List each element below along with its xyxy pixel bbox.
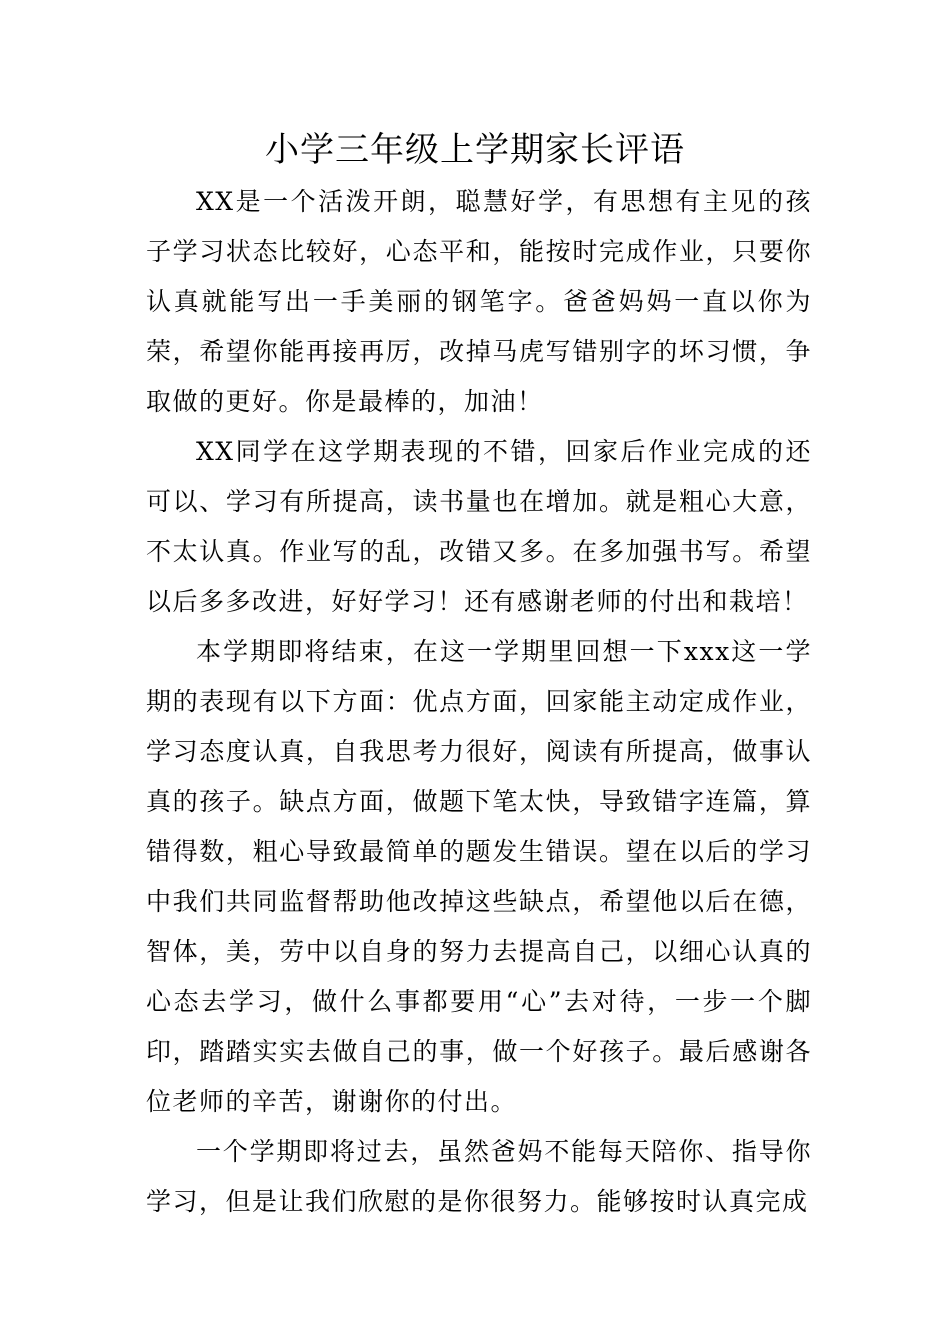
paragraph-4: 一个学期即将过去，虽然爸妈不能每天陪你、指导你学习，但是让我们欣慰的是你很努力。能够按时认真完成	[146, 1137, 812, 1216]
paragraph-2: XX同学在这学期表现的不错，回家后作业完成的还可以、学习有所提高，读书量也在增加。就是粗心大意，不太认真。作业写的乱，改错又多。在多加强书写。希望以后多多改进，好好学习！还有感谢老师的付出和栽培！	[146, 437, 812, 616]
paragraph-1: XX是一个活泼开朗，聪慧好学，有思想有主见的孩子学习状态比较好，心态平和，能按时完成作业，只要你认真就能写出一手美丽的钢笔字。爸爸妈妈一直以你为荣，希望你能再接再厉，改掉马虎写错别字的坏习惯，争取做的更好。你是最棒的，加油！	[146, 187, 812, 416]
document-body	[146, 177, 812, 1227]
paragraph-3: 本学期即将结束，在这一学期里回想一下xxx这一学期的表现有以下方面：优点方面，回家能主动定成作业，学习态度认真，自我思考力很好，阅读有所提高，做事认真的孩子。缺点方面，做题下笔太快，导致错字连篇，算错得数，粗心导致最简单的题发生错误。望在以后的学习中我们共同监督帮助他改掉这些缺点，希望他以后在德，智体，美，劳中以自身的努力去提高自己，以细心认真的心态去学习，做什么事都要用“心”去对待，一步一个脚印，踏踏实实去做自己的事，做一个好孩子。最后感谢各位老师的辛苦，谢谢你的付出。	[146, 637, 812, 1116]
document-title: 小学三年级上学期家长评语	[265, 130, 685, 170]
